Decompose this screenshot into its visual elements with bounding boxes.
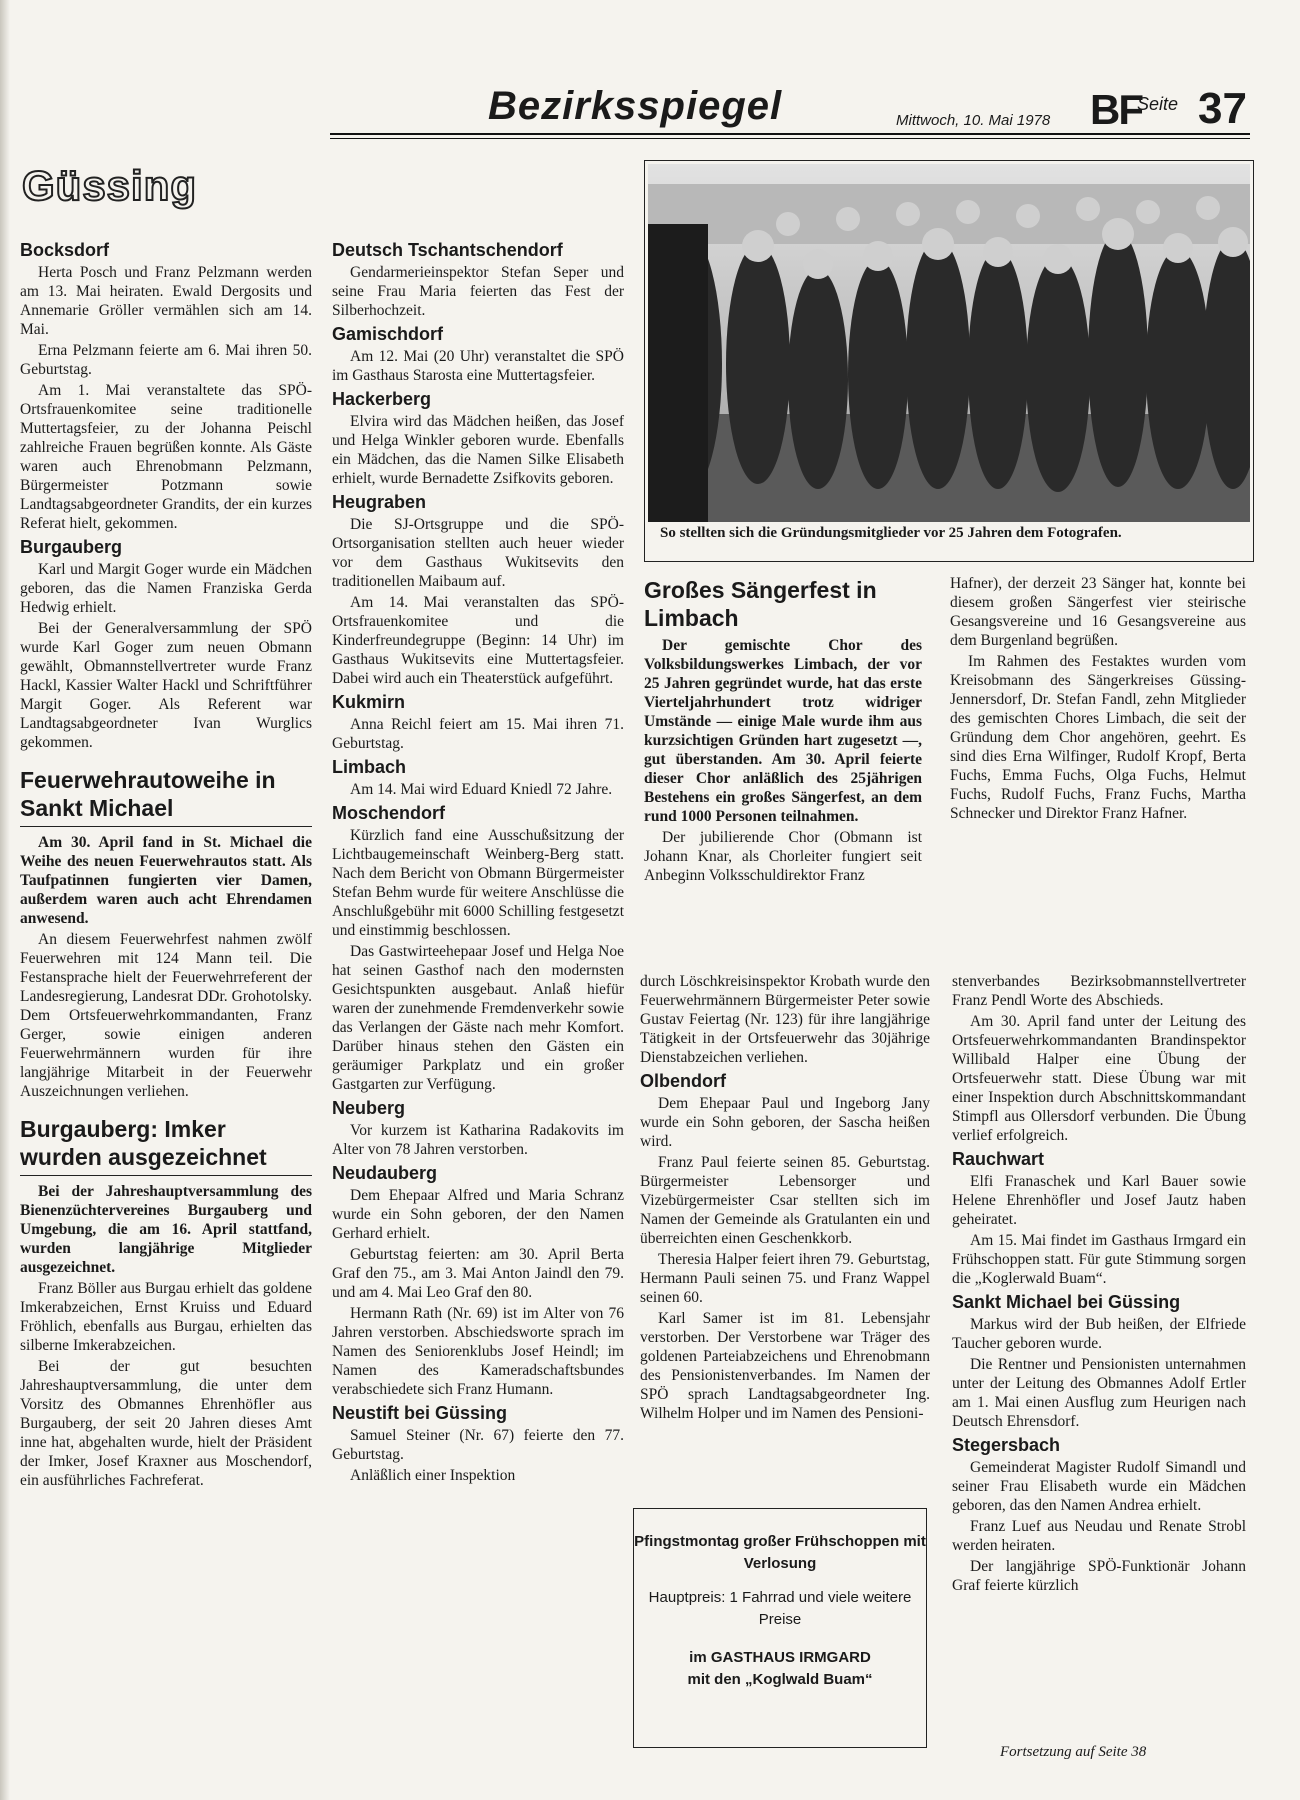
heading-gamischdorf: Gamischdorf (332, 324, 444, 344)
paragraph: Am 1. Mai veranstaltete das SPÖ-Ortsfrauenkomitee seine traditionelle Muttertagsfeier, zu der Johanna Peischl zahlreiche Frauen begrüßen konnte. Als Gäste waren auch Ehrenobmann Pelzmann, Bürgermeister Potzmann sowie Landtagsabgeordneter Grandits, der ein kurzes Referat hielt, gekommen. (20, 382, 312, 532)
heading-sankt-michael: Sankt Michael bei Güssing (952, 1292, 1181, 1312)
paragraph: Anna Reichl feiert am 15. Mai ihren 71. Geburtstag. (332, 716, 624, 752)
paragraph: stenverbandes Bezirksobmannstellvertreter Franz Pendl Worte des Abschieds. (952, 973, 1246, 1009)
heading-limbach: Limbach (332, 757, 407, 777)
page-edge (0, 0, 10, 1800)
paragraph: Die Rentner und Pensionisten unternahmen unter der Leitung des Obmannes Adolf Ertler am 1. Mai einen Ausflug zum Heurigen nach Deutsch Ehrensdorf. (952, 1356, 1246, 1430)
lead-paragraph: Bei der Jahreshauptversammlung des Bienenzüchtervereines Burgauberg und Umgebung, die am 16. April stattfand, wurden langjährige Mitglieder ausgezeichnet. (20, 1183, 312, 1276)
paragraph: Geburtstag feierten: am 30. April Berta Graf den 75., am 3. Mai Anton Jaindl den 79. und am 4. Mai Leo Graf den 80. (332, 1246, 624, 1301)
paragraph: Gemeinderat Magister Rudolf Simandl und seiner Frau Elisabeth wurde ein Mädchen geboren, das den Namen Andrea erhielt. (952, 1459, 1246, 1514)
paragraph: Am 14. Mai wird Eduard Kniedl 72 Jahre. (350, 781, 613, 798)
group-photo-graphic (648, 164, 1250, 522)
paragraph: Elfi Franaschek und Karl Bauer sowie Helene Ehrenhöfler und Josef Jautz haben geheiratet. (952, 1173, 1246, 1228)
ad-venue: im GASTHAUS IRMGARD (689, 1649, 871, 1666)
heading-heugraben: Heugraben (332, 492, 427, 512)
paragraph: Am 15. Mai findet im Gasthaus Irmgard ein Frühschoppen statt. Für gute Stimmung sorgen die „Koglerwald Buam“. (952, 1232, 1246, 1287)
paragraph: Am 12. Mai (20 Uhr) veranstaltet die SPÖ im Gasthaus Starosta eine Muttertagsfeier. (332, 348, 624, 384)
paragraph: Bei der Generalversammlung der SPÖ wurde Karl Goger zum neuen Obmann gewählt, Obmannstellvertreter wurde Franz Hackl, Kassier Walter Hackl und Schriftführer Margit Goger. Als Referent war Landtagsabgeordneter Ivan Wurglics gekommen. (20, 620, 312, 751)
heading-moschendorf: Moschendorf (332, 803, 446, 823)
paragraph: Dem Ehepaar Paul und Ingeborg Jany wurde ein Sohn geboren, der Sascha heißen wird. (640, 1095, 930, 1150)
paragraph: Der langjährige SPÖ-Funktionär Johann Graf feierte kürzlich (952, 1558, 1246, 1594)
heading-rauchwart: Rauchwart (952, 1149, 1045, 1169)
paragraph: An diesem Feuerwehrfest nahmen zwölf Feuerwehren mit 124 Mann teil. Die Festansprache hielt der Feuerwehrreferent der Landesregierung, Landesrat DDr. Grohotolsky. Dem Ortsfeuerwehrkommandanten, Franz Gerger, sowie einigen anderen Feuerwehrmännern wurden für ihre langjährige Mitarbeit in der Feuerwehr Auszeichnungen verliehen. (20, 931, 312, 1100)
paragraph: Franz Böller aus Burgau erhielt das goldene Imkerabzeichen, Ernst Kruiss und Eduard Fröhlich, ebenfalls aus Burgau, erhielten das silberne Imkerabzeichen. (20, 1280, 312, 1354)
heading-stegersbach: Stegersbach (952, 1435, 1061, 1455)
heading-burgauberg: Burgauberg (20, 537, 123, 557)
paragraph: Theresia Halper feiert ihren 79. Geburtstag, Hermann Pauli seinen 75. und Franz Wappel seinen 60. (640, 1251, 930, 1306)
ad-prize: Hauptpreis: 1 Fahrrad und viele weitere Preise (648, 1589, 912, 1628)
paragraph: Hafner), der derzeit 23 Sänger hat, konnte bei diesem großen Sängerfest vier steirische Gesangsvereine und 16 Gesangsvereine aus dem Burgenland begrüßen. (950, 575, 1246, 649)
paragraph: Franz Paul feierte seinen 85. Geburtstag. Bürgermeister Lebensorger und Vizebürgermeister Csar stellten sich im Namen der Gemeinde als Gratulanten ein und überreichten einen Geschenkkorb. (640, 1154, 930, 1247)
divider (20, 826, 312, 827)
paragraph: Im Rahmen des Festaktes wurden vom Kreisobmann des Sängerkreises Güssing-Jennersdorf, Dr. Stefan Fandl, zehn Mitglieder des gemischten Chores Limbach, die seit der Gründung dem Chor angehören, geehrt. Es sind dies Erna Wilfinger, Rudolf Kropf, Berta Fuchs, Emma Fuchs, Olga Fuchs, Helmut Fuchs, Rudolf Fuchs, Franz Fuchs, Martha Schnecker und Direktor Franz Hafner. (950, 653, 1246, 822)
paragraph: Am 14. Mai veranstalten das SPÖ-Ortsfrauenkomitee und die Kinderfreundegruppe (Beginn: 14 Uhr) im Gasthaus Wukitsevits eine Muttertagsfeier. Dabei wird auch ein Theaterstück aufgeführt. (332, 594, 624, 687)
paragraph: Kürzlich fand eine Ausschußsitzung der Lichtbaugemeinschaft Weinberg-Berg statt. Nach dem Bericht von Obmann Bürgermeister Stefan Behm wurde für weitere Anschlüsse die Anschlußgebühr mit 6000 Schilling festgesetzt und einstimmig beschlossen. (332, 827, 624, 939)
newspaper-logo: BF (1090, 86, 1142, 133)
heading-bocksdorf: Bocksdorf (20, 240, 110, 260)
paragraph: Dem Ehepaar Alfred und Maria Schranz wurde ein Sohn geboren, der den Namen Gerhard erhielt. (332, 1187, 624, 1242)
column-2 (332, 236, 624, 1487)
page-number: 37 (1198, 84, 1247, 133)
column-3 (640, 972, 930, 1425)
section-title: Bezirksspiegel (488, 84, 783, 128)
heading-hackerberg: Hackerberg (332, 389, 432, 409)
saengerfest-article-left (644, 576, 922, 887)
continuation-note: Fortsetzung auf Seite 38 (1000, 1744, 1147, 1760)
divider (20, 1175, 312, 1176)
paragraph: Das Gastwirteehepaar Josef und Helga Noe hat seinen Gasthof nach den modernsten Gesichtspunkten ausgebaut. Anlaß hiefür waren der zunehmende Fremdenverkehr sowie das Verlangen der Gäste nach mehr Komfort. Darüber hinaus stehen den Gästen ein geräumiger Parkplatz und ein großer Gastgarten zur Verfügung. (332, 943, 624, 1093)
lead-paragraph: Der gemischte Chor des Volksbildungswerkes Limbach, der vor 25 Jahren gegründet wurde, hat das erste Vierteljahrhundert trotz widriger Umstände — einige Male wurde ihm aus kurzsichtigen Gründen hart zugesetzt —, gut überstanden. Am 30. April feierte dieser Chor anläßlich des 25jährigen Bestehens ein großes Sängerfest, an dem rund 1000 Personen teilnahmen. (644, 637, 922, 825)
group-photo (648, 164, 1250, 522)
paragraph: Bei der gut besuchten Jahreshauptversammlung, die unter dem Vorsitz des Obmannes Ehrenhöfler aus Burgauberg, der seit 20 Jahren dieses Amt inne hat, abgehalten wurde, hielt der Präsident der Imker, Josef Kraxner aus Moschendorf, ein ausführliches Fachreferat. (20, 1358, 312, 1489)
lead-paragraph: Am 30. April fand in St. Michael die Weihe des neuen Feuerwehrautos statt. Als Taufpatinnen fungierten vier Damen, außerdem waren auch acht Ehrendamen anwesend. (20, 834, 312, 927)
page-label: Seite (1137, 94, 1179, 114)
paragraph: Erna Pelzmann feierte am 6. Mai ihren 50. Geburtstag. (20, 342, 312, 378)
paragraph: Elvira wird das Mädchen heißen, das Josef und Helga Winkler geboren wurde. Ebenfalls ein Mädchen, das die Namen Silke Elisabeth erhielt, wurde Bernadette Zsifkovits geboren. (332, 413, 624, 487)
heading-saengerfest: Großes Sängerfest in Limbach (644, 577, 877, 631)
saengerfest-article-right (950, 574, 1246, 825)
paragraph: Markus wird der Bub heißen, der Elfriede Taucher geboren wurde. (952, 1316, 1246, 1352)
photo-caption: So stellten sich die Gründungsmitglieder vor 25 Jahren dem Fotografen. (660, 525, 1122, 541)
paragraph: Anläßlich einer Inspektion (350, 1467, 516, 1484)
header-rule-thin (330, 138, 1250, 139)
heading-kukmirn: Kukmirn (332, 692, 406, 712)
heading-neustift: Neustift bei Güssing (332, 1403, 508, 1423)
paragraph: Herta Posch und Franz Pelzmann werden am 13. Mai heiraten. Ewald Dergosits und Annemarie Gröller vermählen sich am 14. Mai. (20, 264, 312, 338)
paragraph: durch Löschkreisinspektor Krobath wurde den Feuerwehrmännern Bürgermeister Peter sowie Gustav Feiertag (Nr. 123) für ihre langjährige Tätigkeit in der Ortsfeuerwehr das 30jährige Dienstabzeichen verliehen. (640, 973, 930, 1066)
paragraph: Samuel Steiner (Nr. 67) feierte den 77. Geburtstag. (332, 1427, 624, 1463)
heading-neuberg: Neuberg (332, 1098, 406, 1118)
paragraph: Franz Luef aus Neudau und Renate Strobl werden heiraten. (952, 1518, 1246, 1554)
advertisement-box (633, 1508, 927, 1748)
heading-imker: Burgauberg: Imker wurden ausgezeichnet (20, 1116, 267, 1170)
heading-olbendorf: Olbendorf (640, 1071, 726, 1091)
column-1 (20, 236, 312, 1492)
issue-date: Mittwoch, 10. Mai 1978 (896, 112, 1051, 129)
heading-feuerwehrautoweihe: Feuerwehrautoweihe in Sankt Michael (20, 767, 276, 821)
paragraph: Karl Samer ist im 81. Lebensjahr verstorben. Der Verstorbene war Träger des goldenen Parteiabzeichens und Ehrenobmann des Pensionistenverbandes. Im Namen der SPÖ sprach Landtagsabgeordneter Ing. Wilhelm Holper und im Namen des Pensioni- (640, 1310, 930, 1422)
paragraph: Am 30. April fand unter der Leitung des Ortsfeuerwehrkommandanten Brandinspektor Willibald Halper eine Übung der Ortsfeuerwehr statt. Diese Übung war mit einer Inspektion durch Abschnittskommandant Stimpfl aus Ollersdorf verbunden. Die Übung verlief erfolgreich. (952, 1013, 1246, 1144)
ad-headline: Pfingstmontag großer Frühschoppen mit Verlosung (634, 1533, 926, 1572)
ad-band: mit den „Koglwald Buam“ (687, 1671, 873, 1688)
column-4 (952, 972, 1246, 1597)
paragraph: Gendarmerieinspektor Stefan Seper und seine Frau Maria feierten das Fest der Silberhochzeit. (332, 264, 624, 319)
paragraph: Hermann Rath (Nr. 69) ist im Alter von 76 Jahren verstorben. Abschiedsworte sprach im Namen des Seniorenklubs Josef Heindl; im Namen des Kameradschaftsbundes verabschiedete sich Franz Humann. (332, 1305, 624, 1398)
paragraph: Der jubilierende Chor (Obmann ist Johann Knar, als Chorleiter fungiert seit Anbeginn Volksschuldirektor Franz (644, 829, 922, 884)
heading-deutsch-tschantschendorf: Deutsch Tschantschendorf (332, 240, 563, 260)
header-rule (330, 133, 1250, 135)
paragraph: Karl und Margit Goger wurde ein Mädchen geboren, das die Namen Franziska Gerda Hedwig erhielt. (20, 561, 312, 616)
heading-neudauberg: Neudauberg (332, 1163, 438, 1183)
paragraph: Die SJ-Ortsgruppe und die SPÖ-Ortsorganisation stellten auch heuer wieder vor dem Gasthaus Wukitsevits den traditionellen Maibaum auf. (332, 516, 624, 590)
paragraph: Vor kurzem ist Katharina Radakovits im Alter von 78 Jahren verstorben. (332, 1122, 624, 1158)
district-logo: Güssing (22, 162, 198, 209)
